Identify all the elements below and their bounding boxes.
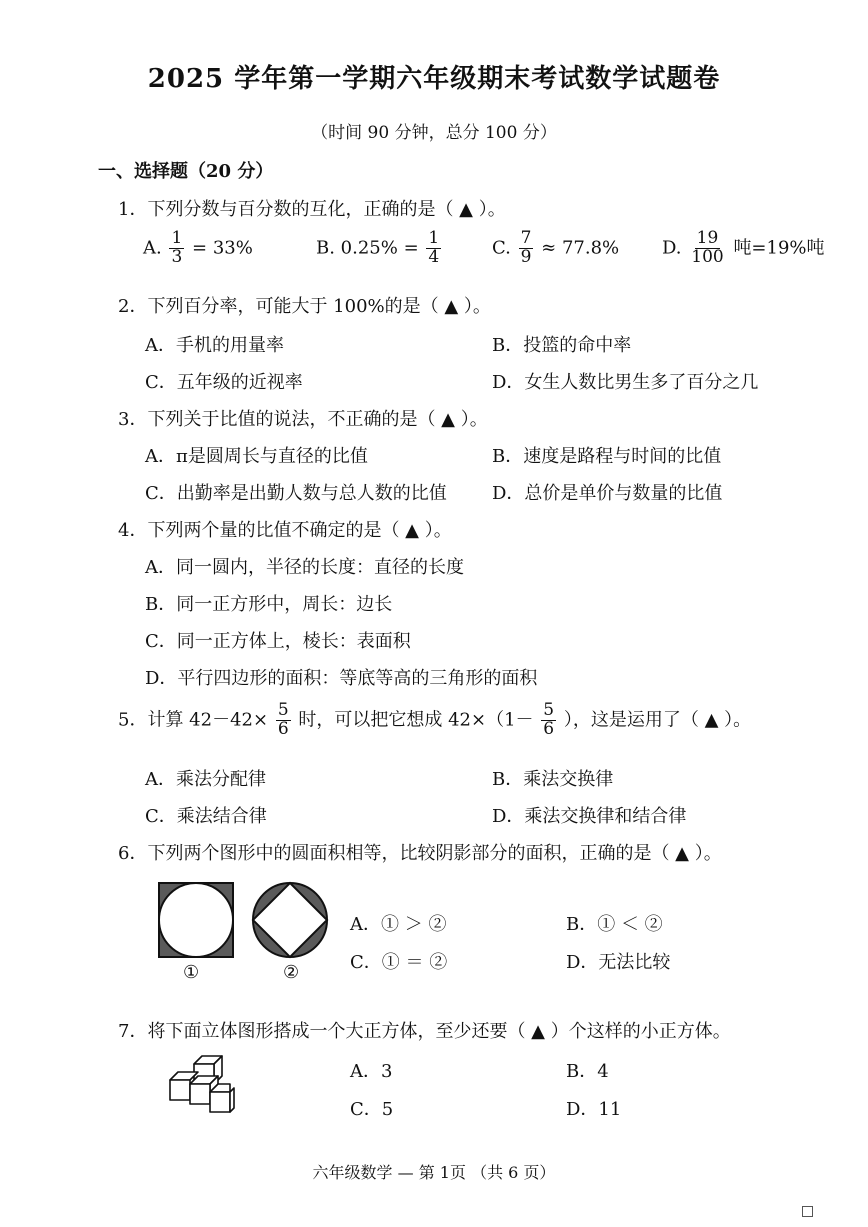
question-6-figures bbox=[156, 880, 336, 960]
question-1-option-d bbox=[662, 230, 825, 267]
question-7-option-d: D．11 bbox=[566, 1099, 622, 1120]
page-title: 2025 学年第一学期六年级期末考试数学试题卷 bbox=[147, 64, 721, 94]
fraction-numerator: 5 bbox=[277, 700, 289, 720]
question-5-option-d: D．乘法交换律和结合律 bbox=[492, 806, 687, 827]
question-3-option-a: A．π是圆周长与直径的比值 bbox=[145, 446, 368, 467]
question-7-option-a: A．3 bbox=[350, 1061, 393, 1082]
fraction-numerator: 7 bbox=[520, 228, 532, 248]
fraction bbox=[519, 230, 534, 267]
question-4-option-b: B．同一正方形中，周长：边长 bbox=[145, 594, 393, 615]
q5-stem-part-2: 时，可以把它想成 42×（1－ bbox=[298, 709, 534, 731]
question-5-option-b: B．乘法交换律 bbox=[492, 769, 614, 790]
fraction-denominator: 4 bbox=[428, 246, 440, 267]
option-a-tail: = 33% bbox=[192, 237, 253, 259]
question-5-stem bbox=[118, 702, 751, 739]
exam-subtitle: （时间 90 分钟，总分 100 分） bbox=[311, 123, 557, 143]
question-6-option-c: C．① ＝ ② bbox=[350, 952, 448, 973]
question-3-option-b: B．速度是路程与时间的比值 bbox=[492, 446, 722, 467]
qr-icon bbox=[802, 1206, 813, 1217]
question-3-option-c: C．出勤率是出勤人数与总人数的比值 bbox=[145, 483, 447, 504]
fraction bbox=[689, 230, 725, 267]
question-7-cube-figure bbox=[158, 1050, 238, 1122]
question-1-option-c bbox=[492, 230, 619, 267]
option-d-prefix: D. bbox=[662, 237, 682, 259]
question-6-option-a: A．① ＞ ② bbox=[350, 914, 447, 935]
figure-2-label: ② bbox=[283, 962, 300, 983]
fraction-denominator: 6 bbox=[543, 718, 555, 739]
fraction bbox=[426, 230, 441, 267]
question-7-option-c: C．5 bbox=[350, 1099, 394, 1120]
fraction bbox=[169, 230, 184, 267]
question-2-option-c: C．五年级的近视率 bbox=[145, 372, 303, 393]
question-2-option-d: D．女生人数比男生多了百分之几 bbox=[492, 372, 759, 393]
option-c-tail: ≈ 77.8% bbox=[541, 237, 620, 259]
figure-1-label: ① bbox=[183, 962, 200, 983]
fraction-denominator: 6 bbox=[277, 718, 289, 739]
option-d-tail: 吨=19%吨 bbox=[733, 237, 825, 259]
question-4-option-a: A．同一圆内，半径的长度：直径的长度 bbox=[145, 557, 464, 578]
question-7-option-b: B．4 bbox=[566, 1061, 609, 1082]
question-6-option-b: B．① ＜ ② bbox=[566, 914, 663, 935]
fraction bbox=[276, 702, 291, 739]
fraction-numerator: 1 bbox=[171, 228, 183, 248]
figure-1-square-with-circle bbox=[159, 883, 233, 957]
question-1-stem: 1．下列分数与百分数的互化，正确的是（ ▲ ）。 bbox=[118, 199, 506, 220]
question-3-stem: 3．下列关于比值的说法，不正确的是（ ▲ ）。 bbox=[118, 409, 488, 430]
question-2-option-a: A．手机的用量率 bbox=[145, 335, 284, 356]
fraction-denominator: 100 bbox=[691, 246, 724, 267]
question-1-option-b bbox=[316, 230, 443, 267]
fraction-denominator: 9 bbox=[520, 246, 532, 267]
page-footer: 六年级数学 — 第 1页 （共 6 页） bbox=[312, 1163, 556, 1182]
figure-2-circle-with-square bbox=[253, 883, 327, 957]
question-6-stem: 6．下列两个图形中的圆面积相等，比较阴影部分的面积，正确的是（ ▲ ）。 bbox=[118, 843, 722, 864]
option-b-prefix: B. 0.25% = bbox=[316, 237, 419, 259]
question-4-option-d: D．平行四边形的面积：等底等高的三角形的面积 bbox=[145, 668, 538, 689]
question-6-option-d: D．无法比较 bbox=[566, 952, 671, 973]
question-5-option-a: A．乘法分配律 bbox=[145, 769, 266, 790]
question-2-option-b: B．投篮的命中率 bbox=[492, 335, 632, 356]
question-4-option-c: C．同一正方体上，棱长：表面积 bbox=[145, 631, 411, 652]
fraction-numerator: 5 bbox=[543, 700, 555, 720]
fraction-numerator: 19 bbox=[696, 228, 719, 248]
corner-watermark bbox=[802, 1206, 858, 1218]
question-1-option-a bbox=[143, 230, 253, 267]
question-5-option-c: C．乘法结合律 bbox=[145, 806, 267, 827]
q5-stem-part-1: 5．计算 42－42× bbox=[118, 709, 269, 731]
fraction-numerator: 1 bbox=[428, 228, 440, 248]
question-7-stem: 7．将下面立体图形搭成一个大正方体，至少还要（ ▲ ）个这样的小正方体。 bbox=[118, 1021, 731, 1042]
question-2-stem: 2．下列百分率，可能大于 100%的是（ ▲ ）。 bbox=[118, 296, 491, 317]
section-heading: 一、选择题（20 分） bbox=[98, 161, 274, 182]
fraction bbox=[541, 702, 556, 739]
q5-stem-part-3: ），这是运用了（ ▲ ）。 bbox=[563, 709, 752, 731]
question-4-stem: 4．下列两个量的比值不确定的是（ ▲ ）。 bbox=[118, 520, 452, 541]
option-c-prefix: C. bbox=[492, 237, 511, 259]
question-3-option-d: D．总价是单价与数量的比值 bbox=[492, 483, 723, 504]
option-a-prefix: A. bbox=[143, 237, 162, 259]
fraction-denominator: 3 bbox=[171, 246, 183, 267]
